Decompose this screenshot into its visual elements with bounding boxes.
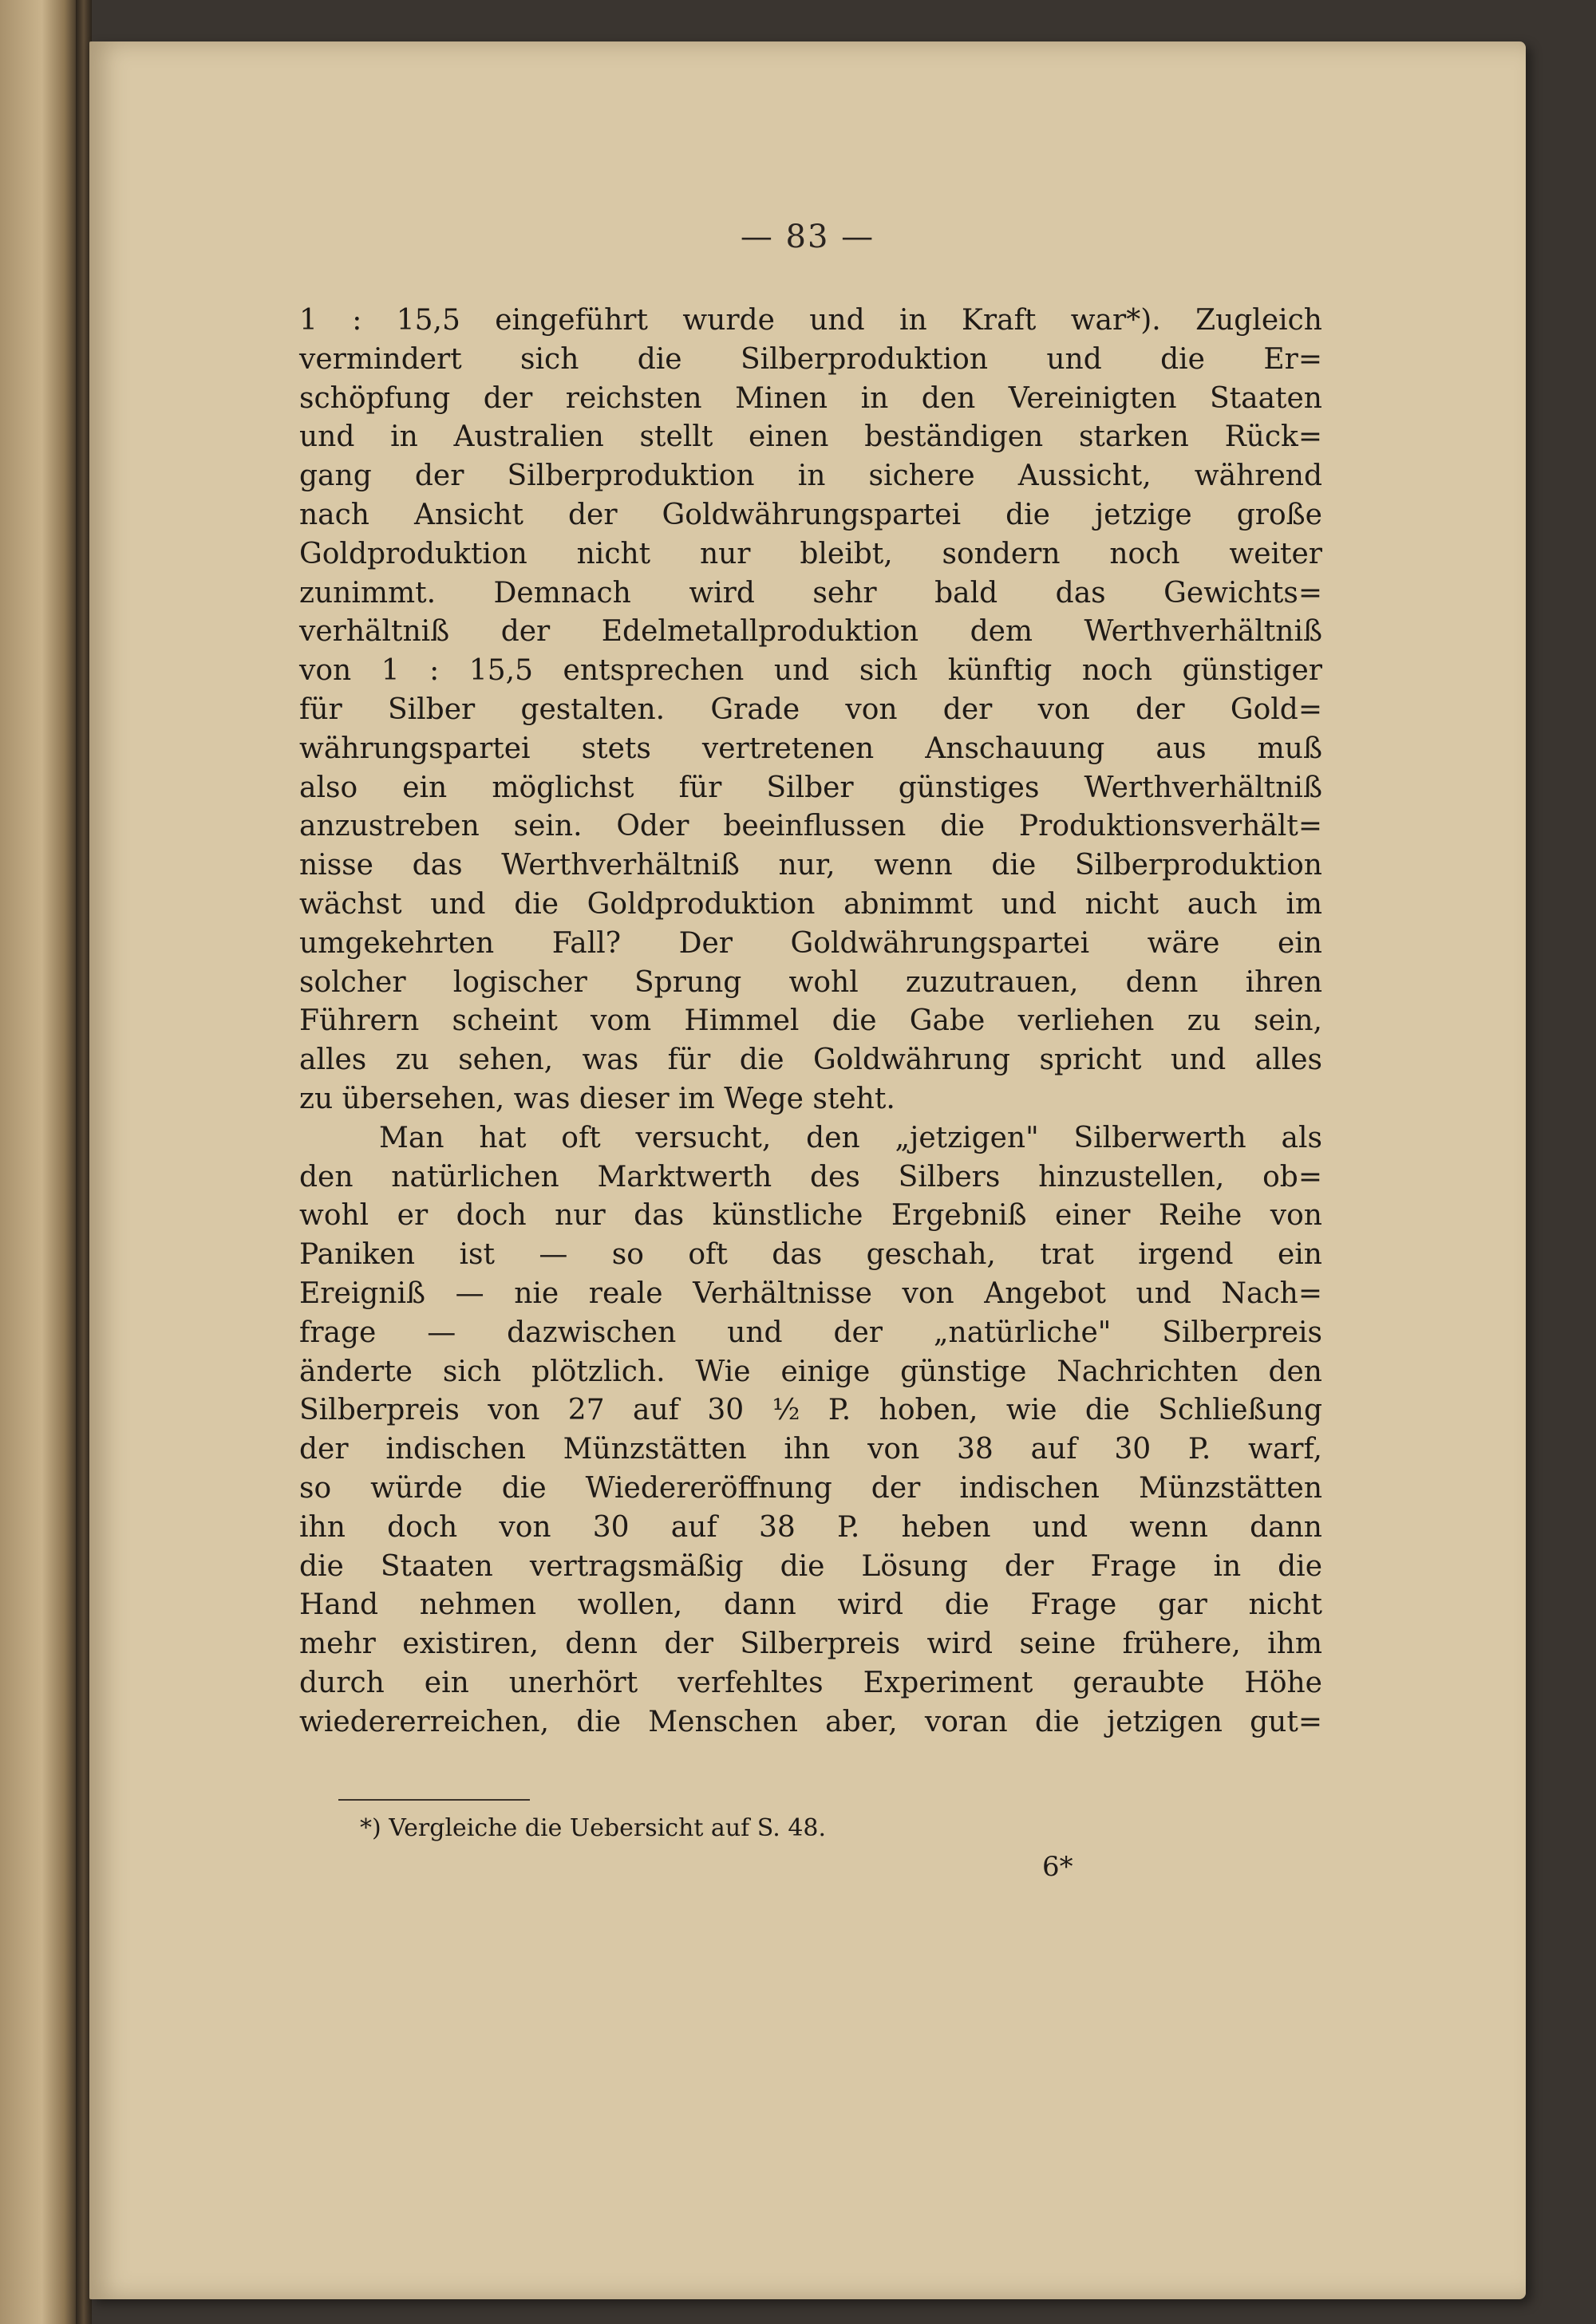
text-line: zunimmt. Demnach wird sehr bald das Gewichts= — [299, 576, 1322, 610]
text-line: die Staaten vertragsmäßig die Lösung der Frage in die — [299, 1549, 1322, 1583]
text-line: also ein möglichst für Silber günstiges Werthverhältniß — [299, 771, 1322, 804]
text-line: den natürlichen Marktwerth des Silbers hinzustellen, ob= — [299, 1160, 1322, 1194]
text-line: so würde die Wiedereröffnung der indischen Münzstätten — [299, 1471, 1322, 1505]
text-line: verhältniß der Edelmetallproduktion dem Werthverhältniß — [299, 615, 1322, 649]
text-line: wiedererreichen, die Menschen aber, voran die jetzigen gut= — [299, 1705, 1322, 1738]
text-line: gang der Silberproduktion in sichere Aussicht, während — [299, 460, 1322, 493]
text-line: von 1 : 15,5 entsprechen und sich künftig noch günstiger — [299, 654, 1322, 688]
signature-mark: 6* — [1042, 1851, 1073, 1883]
text-line: 1 : 15,5 eingeführt wurde und in Kraft war*). Zugleich — [299, 304, 1322, 337]
text-line: ihn doch von 30 auf 38 P. heben und wenn dann — [299, 1510, 1322, 1544]
text-line: anzustreben sein. Oder beeinflussen die Produktionsverhält= — [299, 810, 1322, 843]
text-line: Goldproduktion nicht nur bleibt, sondern noch weiter — [299, 537, 1322, 570]
text-line: währungspartei stets vertretenen Anschauung aus muß — [299, 732, 1322, 765]
text-line: schöpfung der reichsten Minen in den Vereinigten Staaten — [299, 381, 1322, 415]
page-number: — 83 — — [740, 219, 875, 255]
text-line: Ereigniß — nie reale Verhältnisse von Angebot und Nach= — [299, 1276, 1322, 1310]
text-line: Führern scheint vom Himmel die Gabe verliehen zu sein, — [299, 1004, 1322, 1038]
text-line: mehr existiren, denn der Silberpreis wird seine frühere, ihm — [299, 1628, 1322, 1661]
left-page-edge — [0, 0, 76, 2324]
body-text — [299, 302, 1322, 1742]
text-line: und in Australien stellt einen beständigen starken Rück= — [299, 420, 1322, 454]
text-line: durch ein unerhört verfehltes Experiment geraubte Höhe — [299, 1666, 1322, 1699]
text-line: wohl er doch nur das künstliche Ergebniß einer Reihe von — [299, 1199, 1322, 1233]
text-line: Silberpreis von 27 auf 30 ½ P. hoben, wie die Schließung — [299, 1394, 1322, 1427]
text-line: umgekehrten Fall? Der Goldwährungspartei wäre ein — [299, 926, 1322, 960]
text-line: zu übersehen, was dieser im Wege steht. — [299, 1082, 895, 1115]
text-line: solcher logischer Sprung wohl zuzutrauen, denn ihren — [299, 965, 1322, 999]
book-page — [89, 41, 1526, 2299]
footnote-rule — [338, 1799, 530, 1801]
text-line: änderte sich plötzlich. Wie einige günstige Nachrichten den — [299, 1355, 1322, 1388]
text-line: wächst und die Goldproduktion abnimmt und nicht auch im — [299, 887, 1322, 921]
text-line: nisse das Werthverhältniß nur, wenn die Silberproduktion — [299, 849, 1322, 882]
text-line: Hand nehmen wollen, dann wird die Frage gar nicht — [299, 1588, 1322, 1622]
footnote: *) Vergleiche die Uebersicht auf S. 48. — [360, 1814, 827, 1842]
text-line: für Silber gestalten. Grade von der von der Gold= — [299, 692, 1322, 726]
text-line: alles zu sehen, was für die Goldwährung spricht und alles — [299, 1044, 1322, 1077]
text-line: nach Ansicht der Goldwährungspartei die jetzige große — [299, 498, 1322, 531]
text-line: frage — dazwischen und der „natürliche" Silberpreis — [299, 1316, 1322, 1349]
text-line: vermindert sich die Silberproduktion und die Er= — [299, 342, 1322, 376]
text-line: Paniken ist — so oft das geschah, trat irgend ein — [299, 1238, 1322, 1272]
text-line: der indischen Münzstätten ihn von 38 auf 30 P. warf, — [299, 1433, 1322, 1466]
text-line: Man hat oft versucht, den „jetzigen" Silberwerth als — [379, 1121, 1322, 1154]
